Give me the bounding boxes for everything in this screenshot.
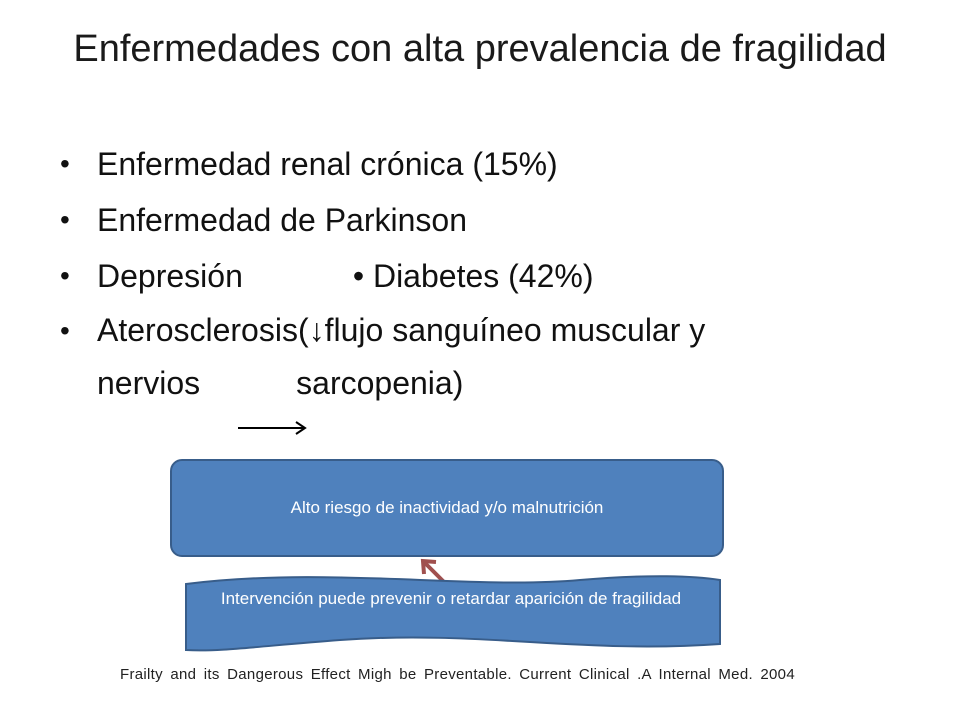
bullet-item xyxy=(60,192,900,248)
bullet-item xyxy=(60,136,900,192)
citation: Frailty and its Dangerous Effect Migh be Preventable. Current Clinical .A Internal Med. 2004 xyxy=(120,666,795,683)
bullet-dot: • xyxy=(60,315,70,346)
bullet-text-aterosclerosis: Aterosclerosis(↓flujo sanguíneo muscular y xyxy=(97,312,706,348)
bullet-text-diabetes: • Diabetes (42%) xyxy=(352,258,594,294)
bullet-text-sarcopenia: sarcopenia) xyxy=(296,365,464,401)
high-risk-text: Alto riesgo de inactividad y/o malnutrición xyxy=(290,498,604,517)
slide-title: Enfermedades con alta prevalencia de fragilidad xyxy=(73,28,887,70)
right-arrow-icon xyxy=(238,421,308,435)
intervention-wave-shape xyxy=(180,570,724,654)
bullet-item xyxy=(60,248,900,304)
bullet-list xyxy=(60,136,900,410)
bullet-dot: • xyxy=(60,148,70,179)
bullet-text-nervios: nervios xyxy=(97,365,201,401)
high-risk-box xyxy=(170,459,724,557)
bullet-item xyxy=(60,304,900,410)
bullet-dot: • xyxy=(60,204,70,235)
bullet-dot: • xyxy=(60,260,70,291)
bullet-text-depresion: Depresión xyxy=(97,258,243,294)
bullet-text: Enfermedad de Parkinson xyxy=(97,202,467,238)
bullet-text: Enfermedad renal crónica (15%) xyxy=(97,146,558,182)
intervention-text: Intervención puede prevenir o retardar aparición de fragilidad xyxy=(220,589,682,608)
